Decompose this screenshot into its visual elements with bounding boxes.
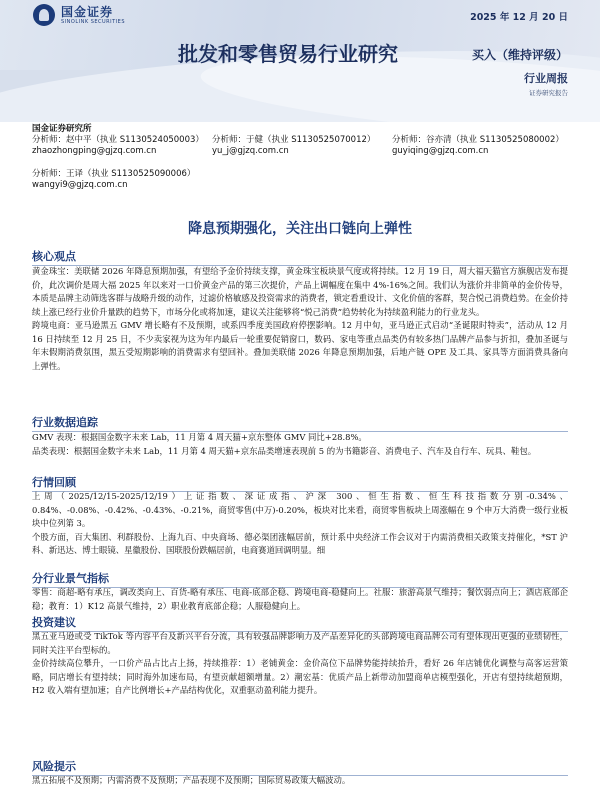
paragraph: 品类表现：根据国金数字未来 Lab，11 月第 4 周天猫+京东品类增速表现前 5 的为书籍影音、消费电子、汽车及自行车、玩具、鞋包。	[32, 445, 537, 456]
logo-name-en: SINOLINK SECURITIES	[61, 18, 125, 25]
analyst-entry	[212, 135, 392, 157]
section-body-risk	[32, 774, 568, 788]
paragraph: 金价持续高位攀升，一口价产品占比占上扬，持续推荐：1）老铺黄金：金价高位下品牌势能持续抬升，看好 26 年店铺优化调整与高客运营策略，同店增长有望持续；同时海外加速布局，有望贡献超额增量。2）潮宏基：优质产品上新带动加盟商单店模型强化，开店有望持续超预期，H2 收入端有望加速；自产比例增长+产品结构优化，双重驱动盈利能力提升。	[32, 658, 568, 695]
analyst-block	[32, 124, 572, 191]
research-institute: 国金证券研究所	[32, 124, 92, 134]
paragraph: 上周（2025/12/15-2025/12/19）上证指数、深证成指、沪深 300、恒生指数、恒生科技指数分别-0.34%、0.84%、-0.08%、-0.42%、-0.43%、-0.21%，商贸零售(中万)-0.20%，板块对比来看，商贸零售板块上周涨幅在 9 个申万大消费一级行业板块中位列第 3。	[32, 491, 568, 528]
report-subtype: 证券研究报告	[529, 89, 568, 97]
logo-icon	[33, 4, 55, 26]
rating-badge: 买入（维持评级）	[471, 48, 568, 62]
analyst-label: 分析师：赵中平（执业 S1130524050003）	[32, 135, 204, 145]
analyst-label: 分析师：王译（执业 S1130525090006）	[32, 169, 196, 179]
report-header	[0, 0, 600, 122]
analyst-email[interactable]: wangyi9@gjzq.com.cn	[32, 180, 128, 190]
paragraph: 黑五拓展不及预期；内需消费不及预期；产品表现不及预期；国际贸易政策大幅波动。	[32, 775, 351, 785]
company-logo	[33, 4, 125, 26]
analyst-entry	[32, 169, 228, 191]
paragraph: GMV 表现：根据国金数字未来 Lab，11 月第 4 周天猫+京东整体 GMV 同比+28.8%。	[32, 432, 367, 442]
section-heading-market: 行情回顾	[32, 474, 568, 492]
analyst-entry	[392, 135, 572, 157]
section-body-core	[32, 265, 568, 373]
section-body-invest	[32, 630, 568, 698]
section-body-market	[32, 490, 568, 558]
paragraph: 零售：商超-略有承压，调改类向上、百货-略有承压、电商-底部企稳、跨境电商-稳健向上。社服：旅游高景气维持；餐饮弱点向上；酒店底部企稳；教育：1）K12 高景气维持，2）职业教育底部企稳；人服稳健向上。	[32, 587, 568, 611]
analyst-label: 分析师：谷亦清（执业 S1130525080002）	[392, 135, 564, 145]
section-heading-invest: 投资建议	[32, 614, 568, 632]
section-heading-data: 行业数据追踪	[32, 414, 568, 432]
paragraph: 个股方面，百大集团、利群股份、上海九百、中央商场、德必渠团涨幅居前，预计系中央经济工作会议对于内需消费相关政策支持催化，*ST 沪科、新迅达、博士眼镜、星徽股份、国联股份跌幅居前，电商赛道回调明显。细	[32, 531, 568, 555]
report-headline: 降息预期强化，关注出口链向上弹性	[188, 221, 412, 237]
paragraph: 跨境电商：亚马逊黑五 GMV 增长略有不及预期，或系四季度美国政府停摆影响。12 月中旬，亚马逊正式启动“圣诞限时特卖”，活动从 12 月 16 日持续至 12 月 25 日，不少卖家视为这为年内最后一轮重要促销窗口，数码、家电等重点品类仍有较多热门品牌产品参与折扣，叠加圣诞与年末假期消费氛围，黑五受短期影响的消费需求有望回补。叠加美联储 2026 年降息预期加强，后地产链 OPE 及工具、家具等方面消费具备向上弹性。	[32, 320, 568, 371]
logo-name-cn: 国金证券	[61, 4, 114, 19]
paragraph: 黑五亚马逊或受 TikTok 等内容平台及新兴平台分流，具有较强品牌影响力及产品差异化的头部跨境电商品牌公司有望体现出更强的业绩韧性，同时关注平台型标的。	[32, 631, 568, 655]
section-body-data	[32, 431, 568, 458]
analyst-email[interactable]: yu_j@gjzq.com.cn	[212, 146, 289, 156]
analyst-label: 分析师：于健（执业 S1130525070012）	[212, 135, 376, 145]
analyst-email[interactable]: zhaozhongping@gjzq.com.cn	[32, 146, 157, 156]
section-heading-core: 核心观点	[32, 248, 568, 266]
analyst-entry	[32, 135, 212, 157]
analyst-email[interactable]: guyiqing@gjzq.com.cn	[392, 146, 489, 156]
section-body-sub	[32, 586, 568, 613]
section-heading-risk: 风险提示	[32, 758, 568, 776]
report-title: 批发和零售贸易行业研究	[178, 42, 398, 66]
report-date: 2025 年 12 月 20 日	[470, 12, 568, 23]
report-type: 行业周报	[524, 72, 568, 85]
paragraph: 黄金珠宝：美联储 2026 年降息预期加强，有望给予金价持续支撑，黄金珠宝板块景气度或将持续。12 月 19 日，周大福天猫官方旗舰店发布提价，此次调价是周大福 2025 年以来对一口价黄金产品的第三次提价，产品上调幅度在集中 4%-16%之间。我们认为涨价并非简单的金价传导，本质是品牌主动筛选客群与战略升级的动作，过滤价格敏感及投资需求的消费者，锁定看重设计、文化价值的客群，契合悦己消费趋势。在金价持续上涨已经行业价升量跌的趋势下，市场分化或将加速，建议关注能够将“悦己消费”趋势转化为持续盈利能力的行业龙头。	[32, 266, 568, 317]
section-heading-sub: 分行业景气指标	[32, 570, 568, 588]
